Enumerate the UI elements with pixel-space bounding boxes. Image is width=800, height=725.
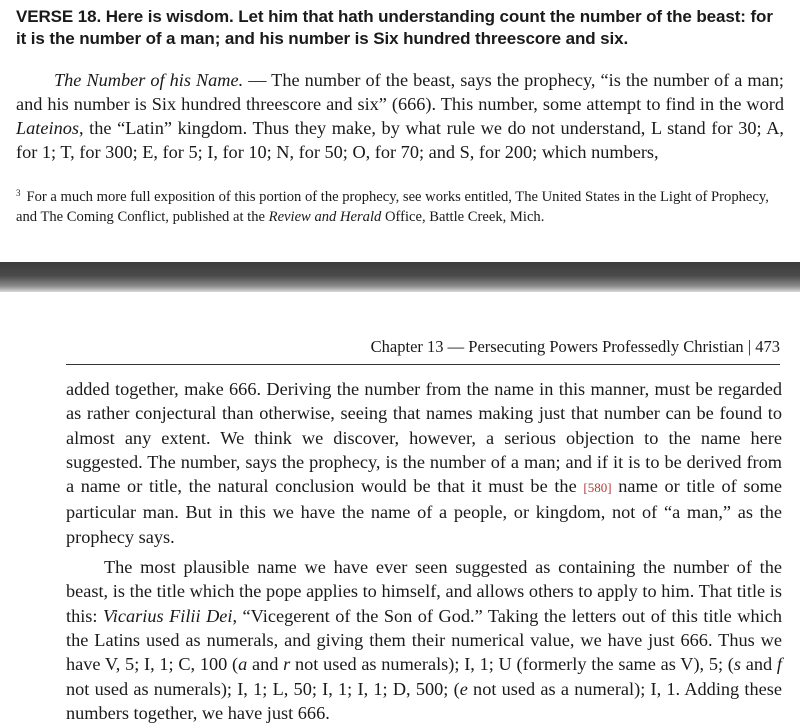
head-separator: | xyxy=(747,337,752,356)
paragraph-text: — The number of the beast, says the prophecy, “is the number of a man; and his number is Six hundred threescore and six” (666). This number, some attempt to find in the word xyxy=(16,70,784,114)
paragraph-lead: The Number of his Name. xyxy=(54,70,244,90)
paragraph-text: not used as a numeral); I, 1. Adding these numbers together, we have just 666. xyxy=(66,678,782,723)
paragraph-text: not used as numerals); I, 1; U (formerly the same as V), 5; ( xyxy=(290,654,734,675)
footnote-text: Office, Battle Creek, Mich. xyxy=(381,209,545,225)
paragraph-continued xyxy=(66,377,782,549)
paragraph-text: and xyxy=(247,654,284,675)
paragraph-number-of-name xyxy=(16,68,784,164)
page-separator xyxy=(0,262,800,292)
letter-r: r xyxy=(283,654,291,675)
footnote-publisher: Review and Herald xyxy=(268,209,382,225)
page-marker: [580] xyxy=(583,480,612,496)
paragraph-text: , the “Latin” kingdom. Thus they make, by what rule we do not understand, L stand for 30; A, for 1; T, for 300; E, for 5; I, for 10; N, for 50; O, for 70; and S, for 200; which numbers, xyxy=(16,118,784,162)
page-number: 473 xyxy=(755,337,780,356)
paragraph-text: not used as numerals); I, 1; L, 50; I, 1; I, 1; D, 500; ( xyxy=(66,678,460,699)
footnote xyxy=(16,183,784,227)
footnote-marker: 3 xyxy=(16,188,21,198)
footnote-text: For a much more full exposition of this portion of the prophecy, see works entitled, The United States in the Light of Prophecy, and The Coming Conflict, published at the xyxy=(16,189,769,225)
letter-s: s xyxy=(733,654,742,675)
top-page xyxy=(0,0,800,262)
letter-a: a xyxy=(238,654,248,675)
paragraph-text: , “Vicegerent of the Son of God.” Taking the letters out of this title which the Latins used as numerals, and giving them their numerical value, we have just 666. Thus we have V, 5; I, 1; C, 100 ( xyxy=(66,605,782,675)
running-head xyxy=(66,337,780,357)
letter-f: f xyxy=(776,654,782,675)
header-rule xyxy=(66,364,780,365)
paragraph-text: and xyxy=(741,654,777,675)
paragraph-text: added together, make 666. Deriving the number from the name in this manner, must be regarded as rather conjectural than otherwise, seeing that names making just that number can be found to almost any extent. We think we discover, however, a serious objection to the name here suggested. The number, says the prophecy, is the number of a man; and if it is to be derived from a name or title, the natural conclusion would be that it must be the xyxy=(66,379,782,497)
verse-heading: VERSE 18. Here is wisdom. Let him that hath understanding count the number of the beast: for it is the number of a man; and his number is Six hundred threescore and six. xyxy=(16,7,773,48)
body-text xyxy=(66,377,782,725)
paragraph-text: name or title of some particular man. But in this we have the name of a people, or kingdom, not of “a man,” as the prophecy says. xyxy=(66,476,782,547)
chapter-title: Chapter 13 — Persecuting Powers Professedly Christian xyxy=(370,337,744,356)
paragraph-text: The most plausible name we have ever seen suggested as containing the number of the beast, is the title which the pope applies to himself, and allows others to apply to him. That title is this: xyxy=(66,557,782,626)
word-lateinos: Lateinos xyxy=(16,118,79,138)
paragraph-vicarius xyxy=(66,555,782,725)
title-vicarius: Vicarius Filii Dei xyxy=(103,605,233,626)
letter-e: e xyxy=(459,678,468,699)
